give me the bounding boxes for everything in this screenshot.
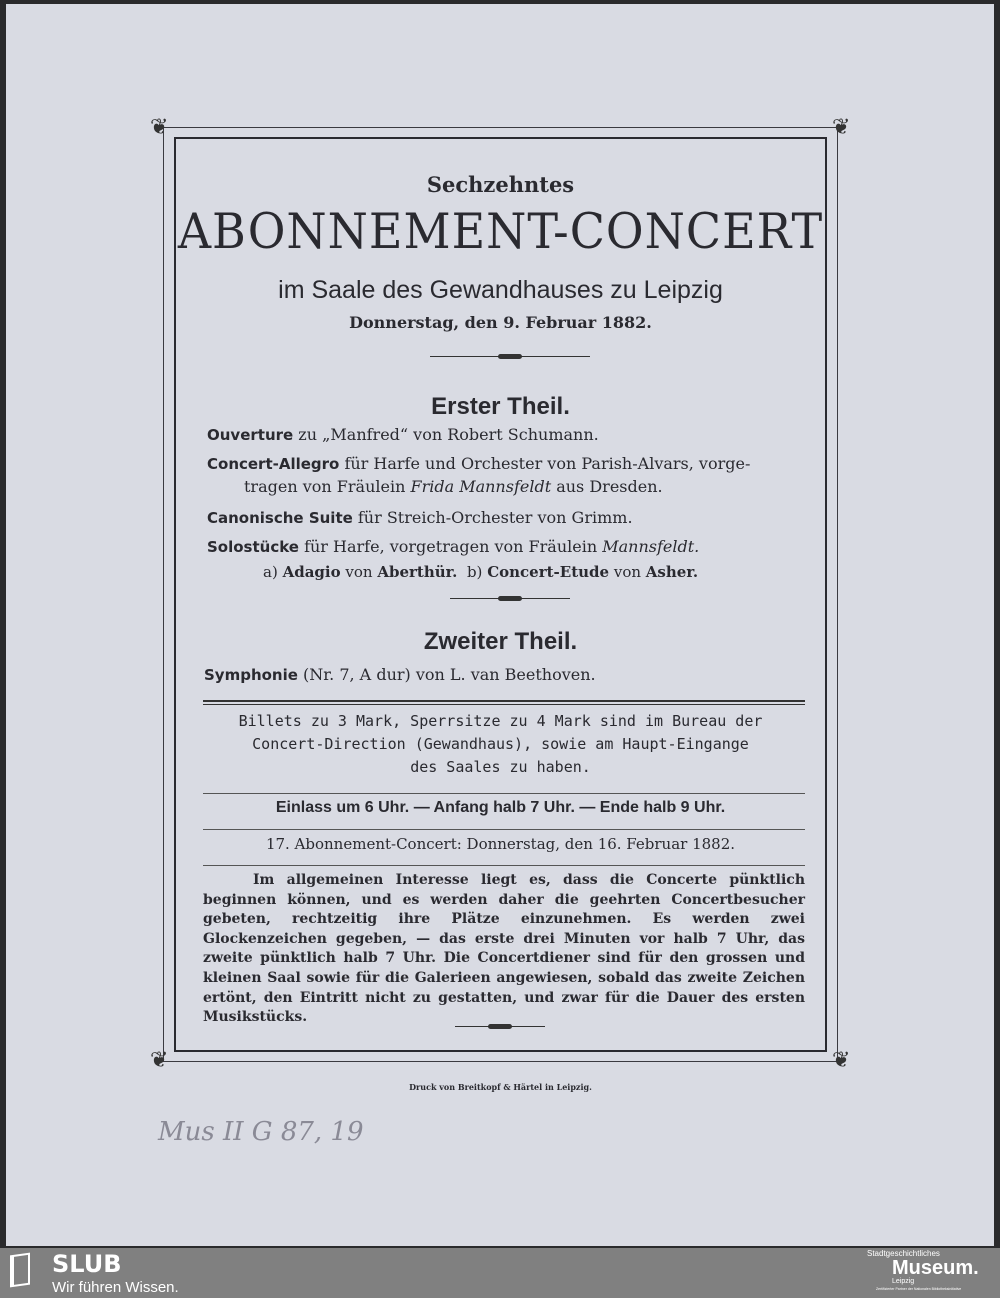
program-item: Canonische Suite für Streich-Orchester von Grimm.	[207, 508, 633, 527]
corner-ornament-icon: ❦	[832, 1048, 851, 1073]
ticket-info: Billets zu 3 Mark, Sperrsitze zu 4 Mark sind im Bureau der Concert-Direction (Gewandhaus), sowie am Haupt-Eingange des Saales zu haben.	[238, 712, 763, 776]
museum-note: Zertifizierter Partner der Nationalen Bibliotheksinitiative	[876, 1287, 962, 1291]
concert-date: Donnerstag, den 9. Februar 1882.	[349, 313, 652, 332]
museum-pre: Stadtgeschichtliches	[867, 1249, 940, 1258]
divider-ornament	[450, 598, 570, 599]
ordinal: Sechzehntes	[426, 172, 575, 197]
printer-note: Druck von Breitkopf & Härtel in Leipzig.	[409, 1082, 592, 1092]
program-item-cont: tragen von Fräulein Frida Mannsfeldt aus Dresden.	[244, 477, 663, 496]
rule	[203, 793, 805, 794]
notice: Im allgemeinen Interesse liegt es, dass die Concerte pünktlich beginnen können, und es werden daher die geehrten Concertbesucher gebeten, rechtzeitig ihre Plätze einzunehmen. Es werden zwei Glockenzeichen gegeben, — das erste drei Minuten vor halb 7 Uhr, das zweite pünktlich halb 7 Uhr. Die Concertdiener sind für den grossen und kleinen Saal sowie für die Galerieen angewiesen, sobald das zweite Zeichen ertönt, den Eintritt nicht zu gestatten, und zwar für die Dauer des ersten Musikstücks.	[203, 872, 805, 1026]
slub-name[interactable]: SLUB	[52, 1250, 122, 1278]
rule	[203, 829, 805, 830]
divider-ornament	[430, 356, 590, 357]
corner-ornament-icon: ❦	[150, 1048, 169, 1073]
handwritten-shelfmark: Mus II G 87, 19	[158, 1117, 364, 1147]
part1-heading: Erster Theil.	[431, 393, 570, 420]
footer-bar	[0, 1248, 1000, 1298]
double-rule	[203, 700, 805, 702]
program-item: Ouverture zu „Manfred“ von Robert Schumann.	[207, 425, 599, 444]
venue: im Saale des Gewandhauses zu Leipzig	[278, 276, 723, 304]
page-title: ABONNEMENT-CONCERT	[177, 202, 824, 260]
divider-ornament	[455, 1026, 545, 1027]
slub-tagline: Wir führen Wissen.	[52, 1279, 179, 1296]
corner-ornament-icon: ❦	[832, 115, 851, 140]
program-item: Solostücke für Harfe, vorgetragen von Fräulein Mannsfeldt.	[207, 537, 700, 556]
part2-heading: Zweiter Theil.	[423, 628, 578, 655]
program-subitems: a) Adagio von Aberthür. b) Concert-Etude von Asher.	[263, 563, 699, 581]
program-item: Concert-Allegro für Harfe und Orchester von Parish-Alvars, vorge-	[207, 454, 751, 473]
slub-logo-icon	[10, 1253, 30, 1288]
times: Einlass um 6 Uhr. — Anfang halb 7 Uhr. — Ende halb 9 Uhr.	[275, 799, 726, 816]
museum-name[interactable]: Museum.	[892, 1257, 979, 1279]
program-item: Symphonie (Nr. 7, A dur) von L. van Beethoven.	[204, 665, 596, 684]
next-concert: 17. Abonnement-Concert: Donnerstag, den 16. Februar 1882.	[265, 835, 736, 853]
rule	[203, 865, 805, 866]
museum-city: Leipzig	[892, 1278, 915, 1285]
double-rule	[203, 704, 805, 705]
corner-ornament-icon: ❦	[150, 115, 169, 140]
